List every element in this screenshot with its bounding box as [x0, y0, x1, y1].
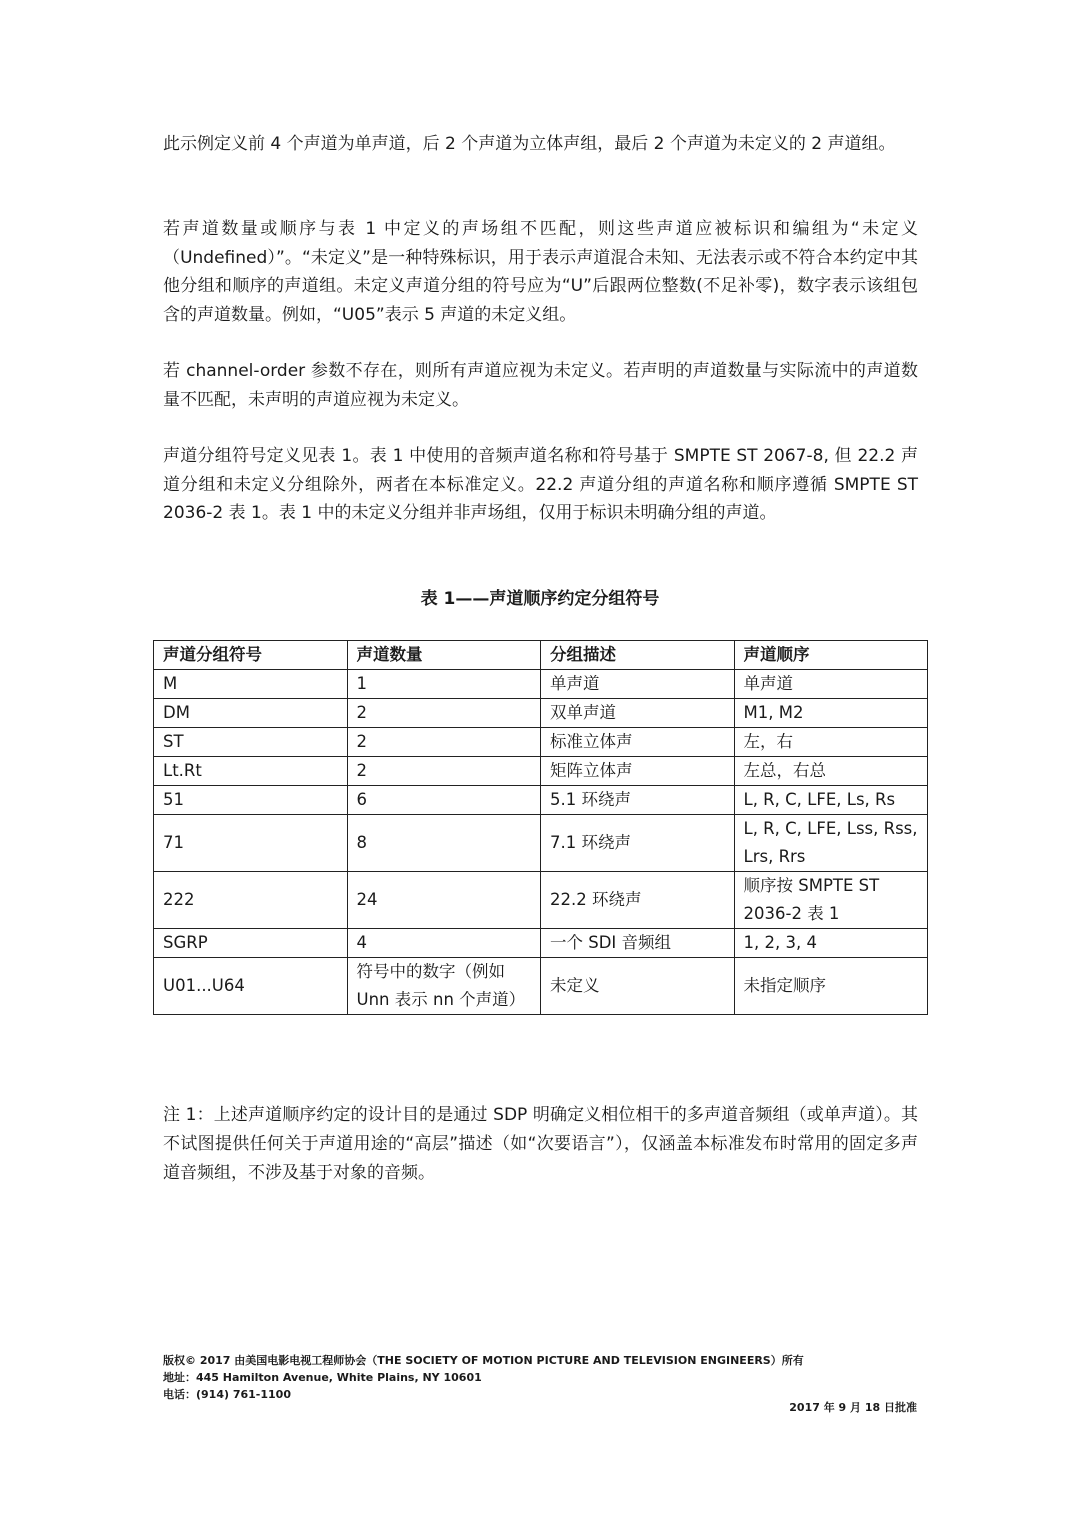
- table-row: [154, 815, 928, 872]
- table-row: [154, 728, 928, 757]
- note-1: 注 1：上述声道顺序约定的设计目的是通过 SDP 明确定义相位相干的多声道音频组（或单声道）。其不试图提供任何关于声道用途的“高层”描述（如“次要语言”），仅涵盖本标准发布时常用的固定多声道音频组，不涉及基于对象的音频。: [163, 1105, 918, 1183]
- table-row: [154, 929, 928, 958]
- cell-count: 2: [347, 757, 541, 786]
- header-symbol: 声道分组符号: [154, 641, 348, 670]
- cell-symbol: SGRP: [154, 929, 348, 958]
- footer: [163, 1352, 804, 1403]
- cell-count: 2: [347, 728, 541, 757]
- footer-copyright: 版权© 2017 由美国电影电视工程师协会（THE SOCIETY OF MOTION PICTURE AND TELEVISION ENGINEERS）所有: [163, 1354, 804, 1367]
- cell-description: 双单声道: [541, 699, 735, 728]
- cell-order: 未指定顺序: [734, 958, 928, 1015]
- cell-count: 24: [347, 872, 541, 929]
- cell-order: L, R, C, LFE, Ls, Rs: [734, 786, 928, 815]
- cell-description: 5.1 环绕声: [541, 786, 735, 815]
- cell-count: 符号中的数字（例如 Unn 表示 nn 个声道）: [347, 958, 541, 1015]
- header-count: 声道数量: [347, 641, 541, 670]
- cell-symbol: M: [154, 670, 348, 699]
- table-row: [154, 699, 928, 728]
- footer-address: 地址：445 Hamilton Avenue, White Plains, NY 10601: [163, 1371, 482, 1384]
- cell-count: 4: [347, 929, 541, 958]
- cell-count: 1: [347, 670, 541, 699]
- cell-symbol: Lt.Rt: [154, 757, 348, 786]
- cell-order: 1, 2, 3, 4: [734, 929, 928, 958]
- paragraph-symbol-definition: 声道分组符号定义见表 1。表 1 中使用的音频声道名称和符号基于 SMPTE ST 2067-8, 但 22.2 声道分组和未定义分组除外，两者在本标准定义。22.2 声道分组的声道名称和顺序遵循 SMPTE ST 2036-2 表 1。表 1 中的未定义分组并非声场组，仅用于标识未明确分组的声道。: [163, 446, 918, 523]
- cell-symbol: DM: [154, 699, 348, 728]
- cell-count: 8: [347, 815, 541, 872]
- table-title: 表 1——声道顺序约定分组符号: [420, 589, 660, 609]
- table-row: [154, 786, 928, 815]
- approval-date: 2017 年 9 月 18 日批准: [789, 1401, 917, 1414]
- cell-order: 单声道: [734, 670, 928, 699]
- table-row: [154, 670, 928, 699]
- cell-symbol: U01...U64: [154, 958, 348, 1015]
- header-order: 声道顺序: [734, 641, 928, 670]
- cell-description: 一个 SDI 音频组: [541, 929, 735, 958]
- table-row: [154, 757, 928, 786]
- paragraph-channel-order-missing: 若 channel-order 参数不存在，则所有声道应视为未定义。若声明的声道数量与实际流中的声道数量不匹配，未声明的声道应视为未定义。: [163, 361, 918, 410]
- cell-description: 22.2 环绕声: [541, 872, 735, 929]
- cell-order: 左总，右总: [734, 757, 928, 786]
- cell-symbol: 71: [154, 815, 348, 872]
- table-row: [154, 958, 928, 1015]
- cell-description: 单声道: [541, 670, 735, 699]
- table-row: [154, 872, 928, 929]
- cell-count: 2: [347, 699, 541, 728]
- channel-group-table: [153, 640, 928, 1015]
- cell-order: 左，右: [734, 728, 928, 757]
- paragraph-undefined-definition: 若声道数量或顺序与表 1 中定义的声场组不匹配，则这些声道应被标识和编组为“未定义（Undefined）”。“未定义”是一种特殊标识，用于表示声道混合未知、无法表示或不符合本约定中其他分组和顺序的声道组。未定义声道分组的符号应为“U”后跟两位整数(不足补零)，数字表示该组包含的声道数量。例如，“U05”表示 5 声道的未定义组。: [163, 219, 918, 325]
- cell-description: 标准立体声: [541, 728, 735, 757]
- cell-description: 矩阵立体声: [541, 757, 735, 786]
- cell-description: 未定义: [541, 958, 735, 1015]
- footer-phone: 电话：(914) 761-1100: [163, 1388, 291, 1401]
- paragraph-example: 此示例定义前 4 个声道为单声道，后 2 个声道为立体声组，最后 2 个声道为未定义的 2 声道组。: [163, 134, 896, 154]
- cell-order: M1, M2: [734, 699, 928, 728]
- table-header-row: [154, 641, 928, 670]
- cell-symbol: 51: [154, 786, 348, 815]
- cell-description: 7.1 环绕声: [541, 815, 735, 872]
- cell-count: 6: [347, 786, 541, 815]
- cell-order: L, R, C, LFE, Lss, Rss, Lrs, Rrs: [734, 815, 928, 872]
- cell-symbol: ST: [154, 728, 348, 757]
- header-description: 分组描述: [541, 641, 735, 670]
- cell-order: 顺序按 SMPTE ST 2036-2 表 1: [734, 872, 928, 929]
- cell-symbol: 222: [154, 872, 348, 929]
